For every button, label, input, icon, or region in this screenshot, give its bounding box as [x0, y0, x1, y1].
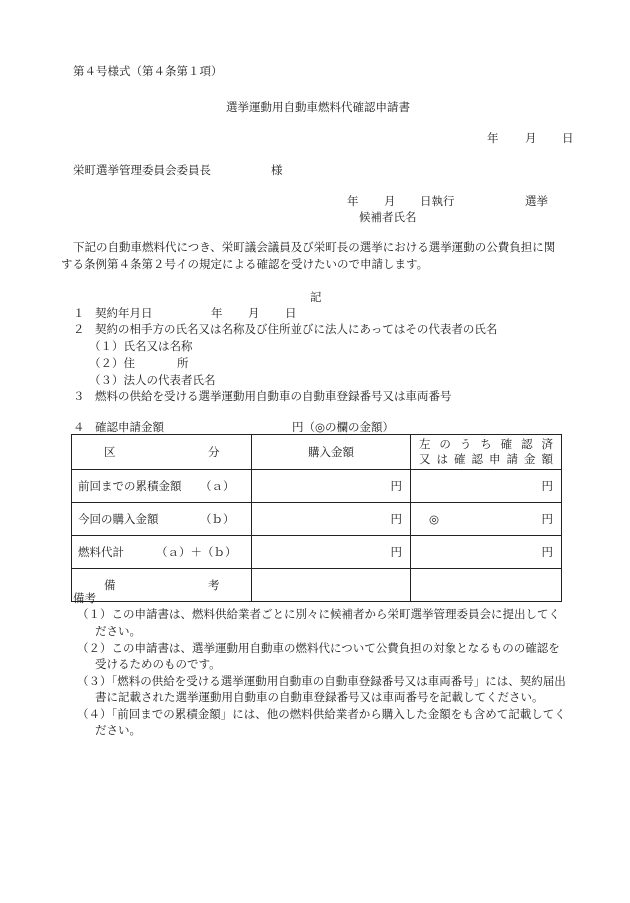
item-2-label: 契約の相手方の氏名又は名称及び住所並びに法人にあってはその代表者の氏名	[95, 322, 498, 336]
note-3-line-1: （３）「燃料の供給を受ける選挙運動用自動車の自動車登録番号又は車両番号」には、契約届出	[77, 674, 566, 688]
row-label-cell	[72, 470, 252, 503]
note-2-line-1: （２）この申請書は、選挙運動用自動車の燃料代について公費負担の対象となるものの確認を	[77, 641, 560, 655]
election-label: 選挙	[525, 194, 548, 208]
intro-line-2: する条例第４条第２号イの規定による確認を受けたいので申請します。	[61, 257, 429, 271]
note-1-line-1: （１）この申請書は、燃料供給業者ごとに別々に候補者から栄町選挙管理委員会に提出してく	[77, 607, 560, 621]
item-4-amount-note: 円（◎の欄の金額）	[292, 420, 395, 434]
row-tag: （ａ）	[200, 479, 235, 493]
note-4-line-1: （４）「前回までの累積金額」には、他の燃料供給業者から購入した金額をも含めて記載してく	[77, 707, 566, 721]
row-label: 燃料代計	[78, 545, 124, 559]
item-1-label: 契約年月日	[95, 306, 153, 320]
header-confirmed-line-2: 又は確認申請金額	[419, 452, 553, 466]
item-2-number: ２	[73, 322, 85, 336]
date-year-label: 年	[487, 131, 499, 145]
yen-unit: 円	[541, 479, 553, 493]
note-2-line-2: 受けるためのものです。	[95, 657, 221, 671]
header-confirmed-amount-cell	[411, 435, 562, 470]
yen-unit: 円	[541, 545, 553, 559]
row-label-cell	[72, 503, 252, 536]
amount-table	[71, 434, 562, 602]
item-2-2-b: 所	[177, 356, 189, 370]
header-confirmed-line-1: 左のうち確認済	[419, 437, 553, 451]
purchase-amount-cell[interactable]	[252, 503, 411, 536]
date-day-label: 日	[562, 131, 574, 145]
yen-unit: 円	[390, 512, 402, 526]
item-1-month: 月	[248, 306, 260, 320]
remarks-cell[interactable]	[252, 569, 411, 602]
header-category-b: 分	[208, 445, 220, 459]
item-1-day: 日	[285, 306, 297, 320]
note-3-line-2: 書に記載された選挙運動用自動車の自動車登録番号又は車両番号を記載してください。	[95, 690, 544, 704]
row-tag: （ａ）＋（ｂ）	[156, 545, 237, 559]
item-4-number: ４	[73, 420, 85, 434]
yen-unit: 円	[390, 545, 402, 559]
purchase-amount-cell[interactable]	[252, 470, 411, 503]
candidate-name-label: 候補者氏名	[359, 210, 417, 224]
addressee-name: 栄町選挙管理委員会委員長	[73, 163, 211, 177]
yen-unit: 円	[541, 512, 553, 526]
item-3-number: ３	[73, 389, 85, 403]
notes-heading: 備考	[73, 591, 96, 605]
confirmed-amount-cell[interactable]	[411, 470, 562, 503]
document-title: 選挙運動用自動車燃料代確認申請書	[226, 100, 410, 114]
note-1-line-2: ださい。	[95, 624, 141, 638]
header-category-cell	[72, 435, 252, 470]
table-row	[72, 503, 562, 536]
remarks-cell-2[interactable]	[411, 569, 562, 602]
confirmed-amount-cell[interactable]	[411, 503, 562, 536]
item-4-label: 確認申請金額	[95, 420, 164, 434]
ki-heading: 記	[310, 290, 322, 304]
item-2-3: （３）法人の代表者氏名	[89, 373, 216, 387]
table-row	[72, 470, 562, 503]
election-month-label: 月	[384, 194, 396, 208]
table-row	[72, 536, 562, 569]
remarks-label-a: 備	[104, 578, 116, 592]
item-3-label: 燃料の供給を受ける選挙運動用自動車の自動車登録番号又は車両番号	[95, 389, 452, 403]
addressee-honorific: 様	[271, 163, 283, 177]
item-2-2-a: （２）住	[89, 356, 135, 370]
election-year-label: 年	[347, 194, 359, 208]
confirmed-amount-cell[interactable]	[411, 536, 562, 569]
item-2-1: （１）氏名又は名称	[89, 339, 193, 353]
remarks-label-b: 考	[208, 578, 220, 592]
note-4-line-2: ださい。	[95, 723, 141, 737]
item-1-number: １	[73, 306, 85, 320]
date-month-label: 月	[525, 131, 537, 145]
remarks-label-cell	[72, 569, 252, 602]
form-number: 第４号様式（第４条第１項）	[73, 64, 223, 78]
item-1-year: 年	[211, 306, 223, 320]
double-circle-mark: ◎	[429, 512, 440, 526]
intro-line-1: 下記の自動車燃料代につき、栄町議会議員及び栄町長の選挙における選挙運動の公費負担に関	[73, 240, 556, 254]
header-purchase-amount: 購入金額	[252, 435, 411, 470]
row-tag: （ｂ）	[200, 512, 235, 526]
election-held-label: 日執行	[420, 194, 455, 208]
row-label: 前回までの累積金額	[78, 479, 182, 493]
row-label-cell	[72, 536, 252, 569]
purchase-amount-cell[interactable]	[252, 536, 411, 569]
table-row-remarks	[72, 569, 562, 602]
row-label: 今回の購入金額	[78, 512, 159, 526]
table-header-row	[72, 435, 562, 470]
yen-unit: 円	[390, 479, 402, 493]
header-category-a: 区	[104, 445, 116, 459]
